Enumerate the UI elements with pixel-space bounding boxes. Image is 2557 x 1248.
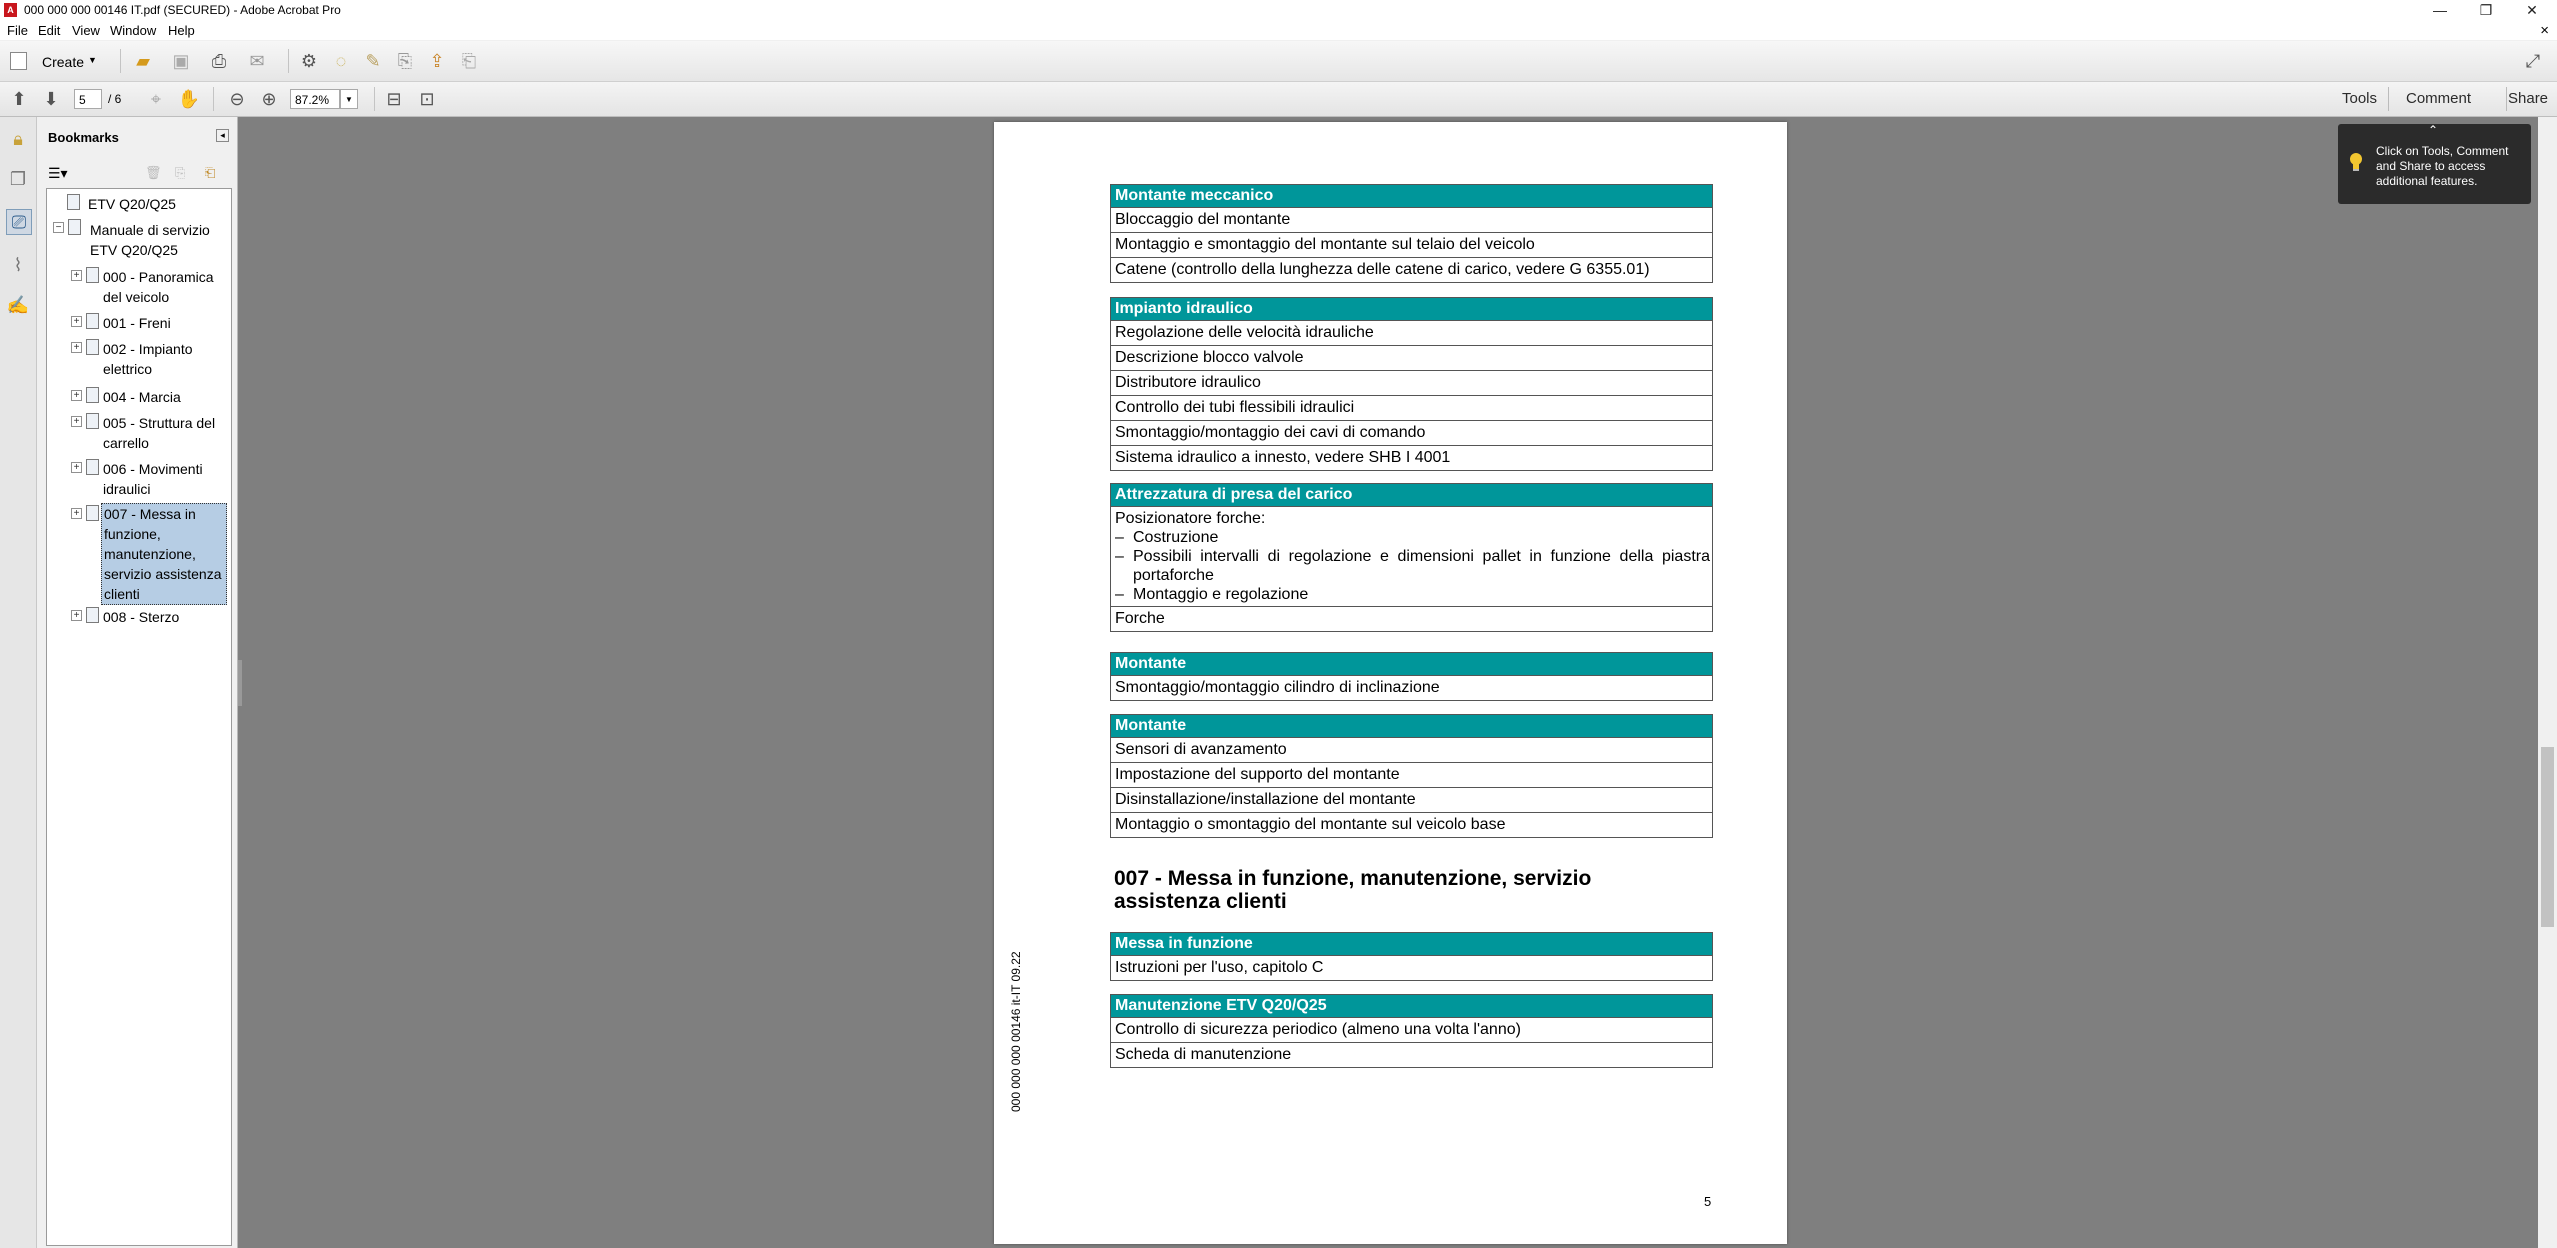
expand-plus-icon[interactable]: + <box>71 610 82 621</box>
table-manutenzione <box>1110 994 1713 1068</box>
page-thumbnails-icon[interactable]: ❐ <box>9 169 27 189</box>
toolbar-divider <box>2388 87 2389 111</box>
new-bookmark-icon[interactable]: ⎘ <box>175 165 186 180</box>
navigation-pane-strip <box>0 117 37 1248</box>
table-row: Descrizione blocco valvole <box>1111 346 1712 371</box>
table-row: Controllo di sicurezza periodico (almeno una volta l'anno) <box>1111 1018 1712 1043</box>
bookmark-page-icon <box>86 413 99 429</box>
table-attrezzatura <box>1110 483 1713 632</box>
expand-plus-icon[interactable]: + <box>71 462 82 473</box>
toolbar-divider <box>2506 87 2507 111</box>
tooltip-collapse-icon[interactable]: ⌃ <box>2428 123 2439 137</box>
acrobat-app-icon: A <box>4 3 17 17</box>
create-label: Create <box>42 54 85 70</box>
hand-tool-icon[interactable]: ✋ <box>177 89 201 109</box>
bookmark-item[interactable]: 004 - Marcia <box>103 389 181 405</box>
tooltip-text: Click on Tools, Comment and Share to access additional features. <box>2376 144 2509 188</box>
table-montante-1 <box>1110 652 1713 701</box>
highlight-icon[interactable]: ✎ <box>365 51 381 71</box>
table-montante-2 <box>1110 714 1713 838</box>
email-icon[interactable]: ✉ <box>249 51 265 71</box>
bookmark-page-icon <box>86 459 99 475</box>
toolbar-divider <box>288 49 289 73</box>
bookmarks-tree <box>46 188 232 1246</box>
vertical-scrollbar[interactable] <box>2538 117 2557 1248</box>
bookmarks-icon[interactable]: ⎚ <box>6 209 32 235</box>
close-window-button[interactable]: ✕ <box>2526 2 2538 18</box>
delete-bookmark-icon[interactable]: 🗑︎ <box>145 165 162 180</box>
bookmark-item[interactable]: Manuale di servizio ETV Q20/Q25 <box>90 222 210 258</box>
bookmark-page-icon <box>86 313 99 329</box>
print-icon[interactable]: ⎙ <box>211 51 227 71</box>
table-row: Smontaggio/montaggio dei cavi di comando <box>1111 421 1712 446</box>
bookmark-item[interactable]: 008 - Sterzo <box>103 609 180 625</box>
expand-plus-icon[interactable]: + <box>71 416 82 427</box>
table-header: Manutenzione ETV Q20/Q25 <box>1111 995 1712 1018</box>
bookmark-page-icon <box>86 387 99 403</box>
bookmark-item[interactable]: 002 - Impianto elettrico <box>103 341 193 377</box>
bookmark-item-selected[interactable]: 007 - Messa in funzione, manutenzione, servizio assistenza clienti <box>101 503 227 605</box>
list-intro: Posizionatore forche: <box>1115 510 1266 527</box>
fit-width-icon[interactable]: ⊡ <box>419 89 435 109</box>
collapse-panel-icon[interactable]: ◂ <box>216 129 229 142</box>
bookmark-item[interactable]: 000 - Panoramica del veicolo <box>103 269 214 305</box>
zoom-level-input[interactable]: 87.2% <box>290 89 340 109</box>
sign-icon[interactable]: ⎘ <box>397 51 413 71</box>
table-row: Forche <box>1111 607 1712 632</box>
toolbar-divider <box>120 49 121 73</box>
bookmark-item[interactable]: ETV Q20/Q25 <box>88 196 176 212</box>
panel-resize-handle[interactable] <box>238 660 242 706</box>
table-row: Smontaggio/montaggio cilindro di inclinazione <box>1111 676 1712 701</box>
list-item: – Costruzione <box>1115 528 1710 547</box>
zoom-in-icon[interactable]: ⊕ <box>261 89 277 109</box>
settings-gear-icon[interactable]: ⚙ <box>300 51 318 71</box>
menu-window[interactable]: Window <box>110 23 157 38</box>
table-impianto-idraulico <box>1110 297 1713 471</box>
tools-tooltip <box>2338 124 2531 204</box>
zoom-out-icon[interactable]: ⊖ <box>229 89 245 109</box>
toolbar-divider <box>374 87 375 111</box>
open-folder-icon[interactable]: ▰ <box>136 51 150 71</box>
share-link[interactable]: Share <box>2508 90 2549 107</box>
menu-edit[interactable]: Edit <box>38 23 61 38</box>
page-number-input[interactable]: 5 <box>74 89 102 109</box>
list-item: – Possibili intervalli di regolazione e dimensioni pallet in funzione della piastra portaforche <box>1115 547 1710 585</box>
table-row: Bloccaggio del montante <box>1111 208 1712 233</box>
table-row: Sistema idraulico a innesto, vedere SHB I 4001 <box>1111 446 1712 471</box>
comment-link[interactable]: Comment <box>2406 90 2472 107</box>
table-messa-in-funzione <box>1110 932 1713 981</box>
bookmark-page-icon <box>67 194 80 210</box>
save-icon[interactable]: ▣ <box>172 51 190 71</box>
create-icon <box>10 52 27 70</box>
lock-icon[interactable]: 🔒︎ <box>13 129 23 149</box>
table-row: Distributore idraulico <box>1111 371 1712 396</box>
pdf-page <box>994 122 1787 1244</box>
expand-plus-icon[interactable]: + <box>71 390 82 401</box>
main-toolbar <box>0 41 2557 82</box>
bookmark-item[interactable]: 005 - Struttura del carrello <box>103 415 216 451</box>
fit-page-icon[interactable]: ⊟ <box>386 89 402 109</box>
next-page-icon[interactable]: ⬇ <box>43 89 59 109</box>
title-bar <box>0 0 2557 20</box>
menu-file[interactable]: File <box>7 23 28 38</box>
tools-link[interactable]: Tools <box>2342 90 2378 107</box>
attachments-paperclip-icon[interactable]: ⌇ <box>13 255 23 275</box>
table-row: Disinstallazione/installazione del montante <box>1111 788 1712 813</box>
expand-icon[interactable]: ⤢ <box>2525 51 2541 71</box>
table-row: Scheda di manutenzione <box>1111 1043 1712 1068</box>
toolbar-divider <box>213 87 214 111</box>
menu-view[interactable]: View <box>72 23 100 38</box>
table-row: Montaggio o smontaggio del montante sul veicolo base <box>1111 813 1712 838</box>
page-total: / 6 <box>108 92 122 106</box>
table-header: Messa in funzione <box>1111 933 1712 956</box>
table-row <box>1111 507 1712 607</box>
bookmark-page-icon <box>86 339 99 355</box>
comment-icon[interactable]: ◌ <box>335 51 347 71</box>
table-row: Istruzioni per l'uso, capitolo C <box>1111 956 1712 981</box>
bookmark-item[interactable]: 001 - Freni <box>103 315 171 331</box>
table-row: Montaggio e smontaggio del montante sul telaio del veicolo <box>1111 233 1712 258</box>
scrollbar-thumb[interactable] <box>2541 747 2554 927</box>
navigation-toolbar <box>0 82 2557 117</box>
table-row: Catene (controllo della lunghezza delle catene di carico, vedere G 6355.01) <box>1111 258 1712 283</box>
table-header: Impianto idraulico <box>1111 298 1712 321</box>
create-button[interactable] <box>8 50 98 72</box>
expand-plus-icon[interactable]: + <box>71 342 82 353</box>
document-code: 000 000 000 00146 it-IT 09.22 <box>1009 951 1023 1112</box>
page-number: 5 <box>1704 1194 1712 1209</box>
bookmark-item[interactable]: 006 - Movimenti idraulici <box>103 461 203 497</box>
table-row: Sensori di avanzamento <box>1111 738 1712 763</box>
restore-button[interactable]: ❐ <box>2479 2 2493 18</box>
table-header: Montante <box>1111 653 1712 676</box>
bookmark-page-icon <box>68 219 81 235</box>
table-header: Montante <box>1111 715 1712 738</box>
table-montante-meccanico <box>1110 184 1713 283</box>
table-row: Impostazione del supporto del montante <box>1111 763 1712 788</box>
close-document-button[interactable]: × <box>2540 22 2549 39</box>
bookmark-options-icon[interactable]: ☰▾ <box>48 165 68 181</box>
list-item: – Montaggio e regolazione <box>1115 585 1710 604</box>
select-cursor-icon[interactable]: ⌖ <box>150 89 162 109</box>
table-row: Controllo dei tubi flessibili idraulici <box>1111 396 1712 421</box>
bookmarks-title: Bookmarks <box>48 130 119 145</box>
bookmark-page-icon <box>86 505 99 521</box>
bookmark-page-icon <box>86 267 99 283</box>
window-title: 000 000 000 00146 IT.pdf (SECURED) - Adobe Acrobat Pro <box>24 3 341 17</box>
menu-help[interactable]: Help <box>168 23 195 38</box>
signatures-icon[interactable]: ✍ <box>6 295 30 315</box>
section-title: 007 - Messa in funzione, manutenzione, servizio assistenza clienti <box>1114 867 1592 913</box>
minimize-button[interactable]: — <box>2433 2 2447 18</box>
review-icon[interactable]: ⎗ <box>461 51 477 71</box>
expand-bookmark-icon[interactable]: ⎗ <box>205 165 216 180</box>
bookmark-page-icon <box>86 607 99 623</box>
expand-plus-icon[interactable]: + <box>71 316 82 327</box>
expand-plus-icon[interactable]: + <box>71 270 82 281</box>
export-icon[interactable]: ⇪ <box>429 51 445 71</box>
table-header: Attrezzatura di presa del carico <box>1111 484 1712 507</box>
collapse-minus-icon[interactable]: − <box>53 222 64 233</box>
zoom-dropdown-chevron-icon[interactable]: ▼ <box>340 89 358 109</box>
table-header: Montante meccanico <box>1111 185 1712 208</box>
lightbulb-icon <box>2348 152 2364 172</box>
expand-plus-icon[interactable]: + <box>71 508 82 519</box>
table-row: Regolazione delle velocità idrauliche <box>1111 321 1712 346</box>
menu-bar <box>0 20 2557 40</box>
chevron-down-icon: ▼ <box>88 55 97 65</box>
previous-page-icon[interactable]: ⬆ <box>11 89 27 109</box>
